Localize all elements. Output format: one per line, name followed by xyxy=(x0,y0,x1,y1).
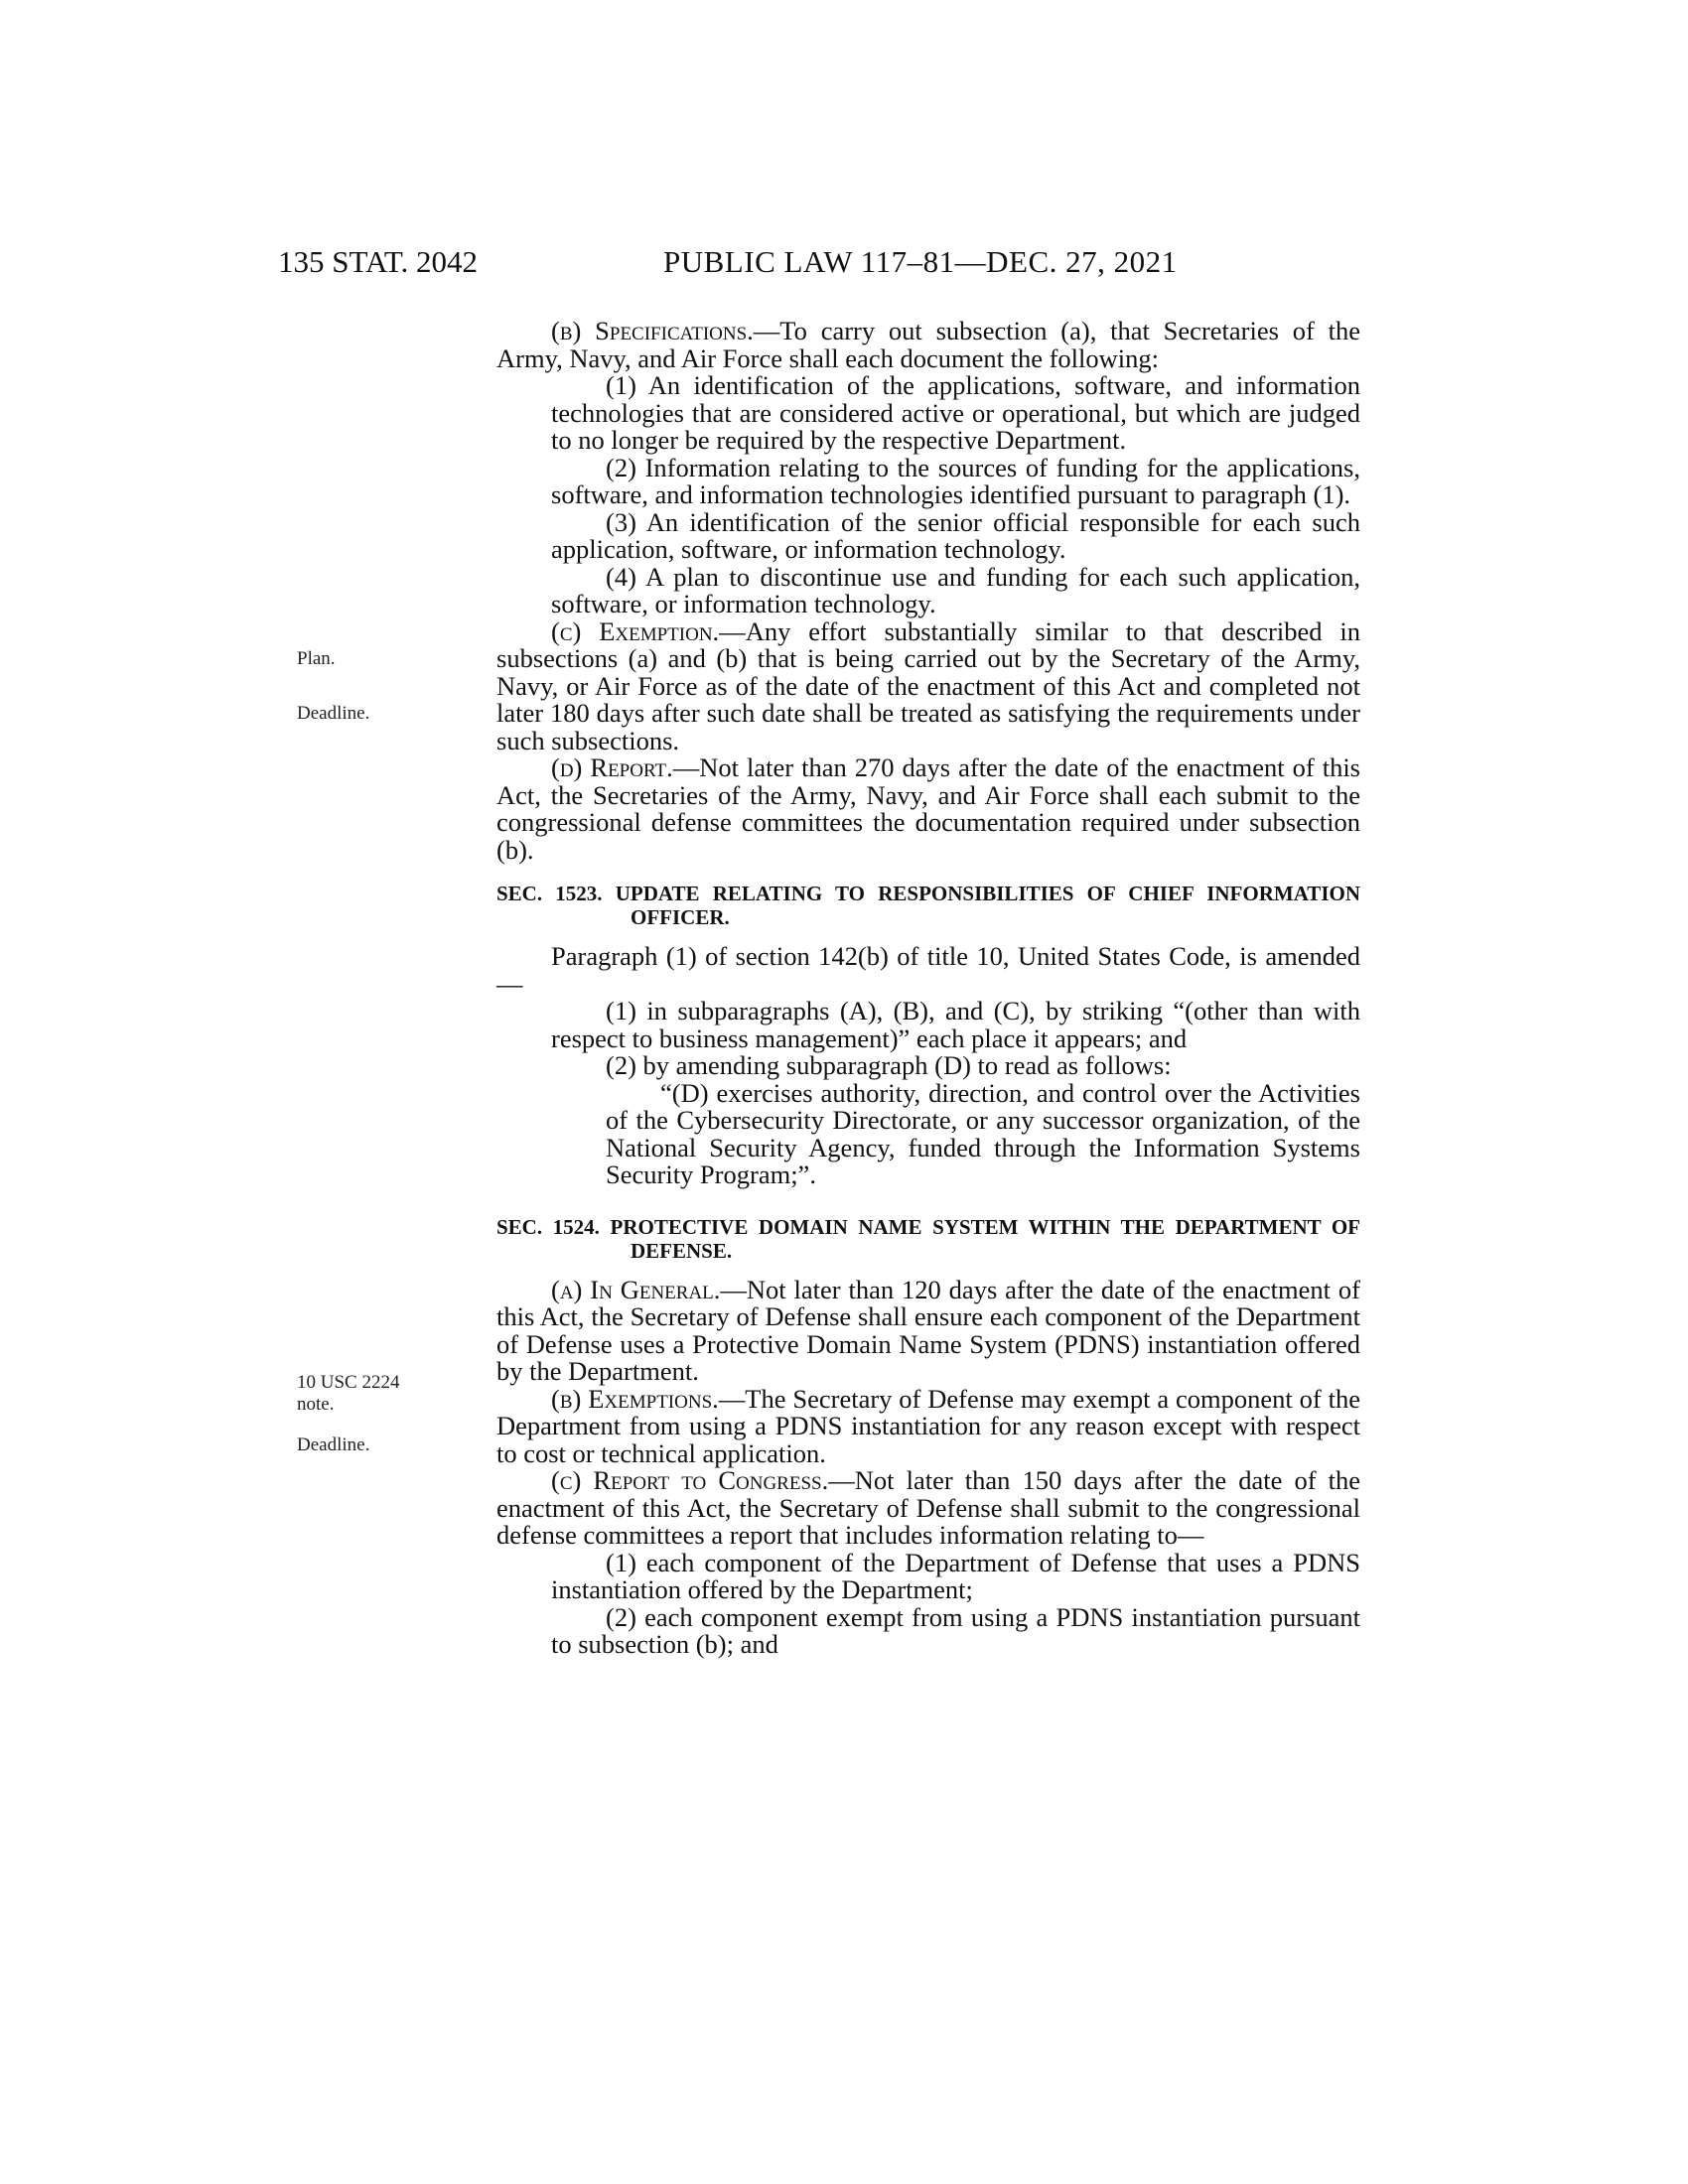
paragraph-1523-D: “(D) exercises authority, direction, and control over the Activities of the Cybersecurity Directorate, or any successor organization, of the National Security Agency, funded through the Information Systems Security Program;”. xyxy=(606,1077,1360,1189)
paragraph-b3: (3) An identification of the senior official responsible for each such application, software, or information technology. xyxy=(551,506,1360,564)
section-1523-heading: SEC. 1523. UPDATE RELATING TO RESPONSIBILITIES OF CHIEF INFORMATION OFFICER. xyxy=(496,882,1360,929)
margin-note-usc-line1: 10 USC 2224 xyxy=(297,1372,400,1393)
paragraph-1524-a xyxy=(496,1274,1360,1386)
margin-note-deadline: Deadline. xyxy=(297,703,370,724)
subsection-heading: (c) Exemption. xyxy=(551,615,720,646)
page-header xyxy=(278,244,1390,288)
paragraph-b xyxy=(496,318,1360,372)
paragraph-1524-c xyxy=(496,1467,1360,1550)
margin-note-usc xyxy=(297,1372,399,1416)
subsection-heading: (a) In General. xyxy=(551,1274,721,1304)
paragraph-text: —The Secretary of Defense may exempt a component of the Department from using a PDNS instantiation for any reason except with respect to cost or technical application. xyxy=(496,1383,1360,1468)
paragraph-1524-c2: (2) each component exempt from using a PDNS instantiation pursuant to subsection (b); and xyxy=(551,1601,1360,1659)
paragraph-text: —Not later than 120 days after the date of the enactment of this Act, the Secretary of Defense shall ensure each component of the Department of Defense uses a Protective Domain Name System (PDNS) instantiation offered by the Department. xyxy=(496,1274,1360,1386)
paragraph-c xyxy=(496,615,1360,755)
stat-page-number: 135 STAT. 2042 xyxy=(278,244,479,279)
section-1524-heading: SEC. 1524. PROTECTIVE DOMAIN NAME SYSTEM WITHIN THE DEPARTMENT OF DEFENSE. xyxy=(496,1214,1360,1263)
paragraph-b4: (4) A plan to discontinue use and funding for each such application, software, or information technology. xyxy=(551,561,1360,618)
paragraph-1523-1: (1) in subparagraphs (A), (B), and (C), by striking “(other than with respect to business management)” each place it appears; and xyxy=(551,996,1360,1053)
margin-note-plan: Plan. xyxy=(297,648,336,669)
margin-note-usc-line2: note. xyxy=(297,1394,335,1415)
paragraph-b2: (2) Information relating to the sources of funding for the applications, software, and information technologies identified pursuant to paragraph (1). xyxy=(551,452,1360,509)
paragraph-text: —Not later than 150 days after the date of the enactment of this Act, the Secretary of Defense shall submit to the congressional defense committees a report that includes information relating to— xyxy=(496,1465,1360,1550)
running-title: PUBLIC LAW 117–81—DEC. 27, 2021 xyxy=(663,244,1178,279)
paragraph-b1: (1) An identification of the applications, software, and information technologies that are considered active or operational, but which are judged to no longer be required by the respective Department. xyxy=(551,370,1360,455)
subsection-heading: (c) Report to Congress. xyxy=(551,1465,829,1495)
paragraph-text: —Not later than 270 days after the date of the enactment of this Act, the Secretaries of the Army, Navy, and Air Force shall each submit to the congressional defense committees the documentation required under subsection (b). xyxy=(496,752,1360,865)
paragraph-1524-c1: (1) each component of the Department of Defense that uses a PDNS instantiation offered by the Department; xyxy=(551,1547,1360,1604)
paragraph-d xyxy=(496,754,1360,864)
subsection-heading: (b) Specifications. xyxy=(551,316,754,345)
paragraph-1524-b xyxy=(496,1383,1360,1468)
paragraph-1523-2: (2) by amending subparagraph (D) to read as follows: xyxy=(606,1050,1172,1080)
document-body xyxy=(496,318,1360,1659)
margin-note-deadline: Deadline. xyxy=(297,1434,370,1455)
subsection-heading: (d) Report. xyxy=(551,752,673,782)
subsection-heading: (b) Exemptions. xyxy=(551,1383,719,1414)
paragraph-1523-intro: Paragraph (1) of section 142(b) of title 10, United States Code, is amended— xyxy=(496,941,1360,999)
paragraph-text: —To carry out subsection (a), that Secretaries of the Army, Navy, and Air Force shall each document the following: xyxy=(496,316,1360,373)
paragraph-text: —Any effort substantially similar to that described in subsections (a) and (b) that is being carried out by the Secretary of the Army, Navy, or Air Force as of the date of the enactment of this Act and completed not later 180 days after such date shall be treated as satisfying the requirements under such subsections. xyxy=(496,615,1360,755)
